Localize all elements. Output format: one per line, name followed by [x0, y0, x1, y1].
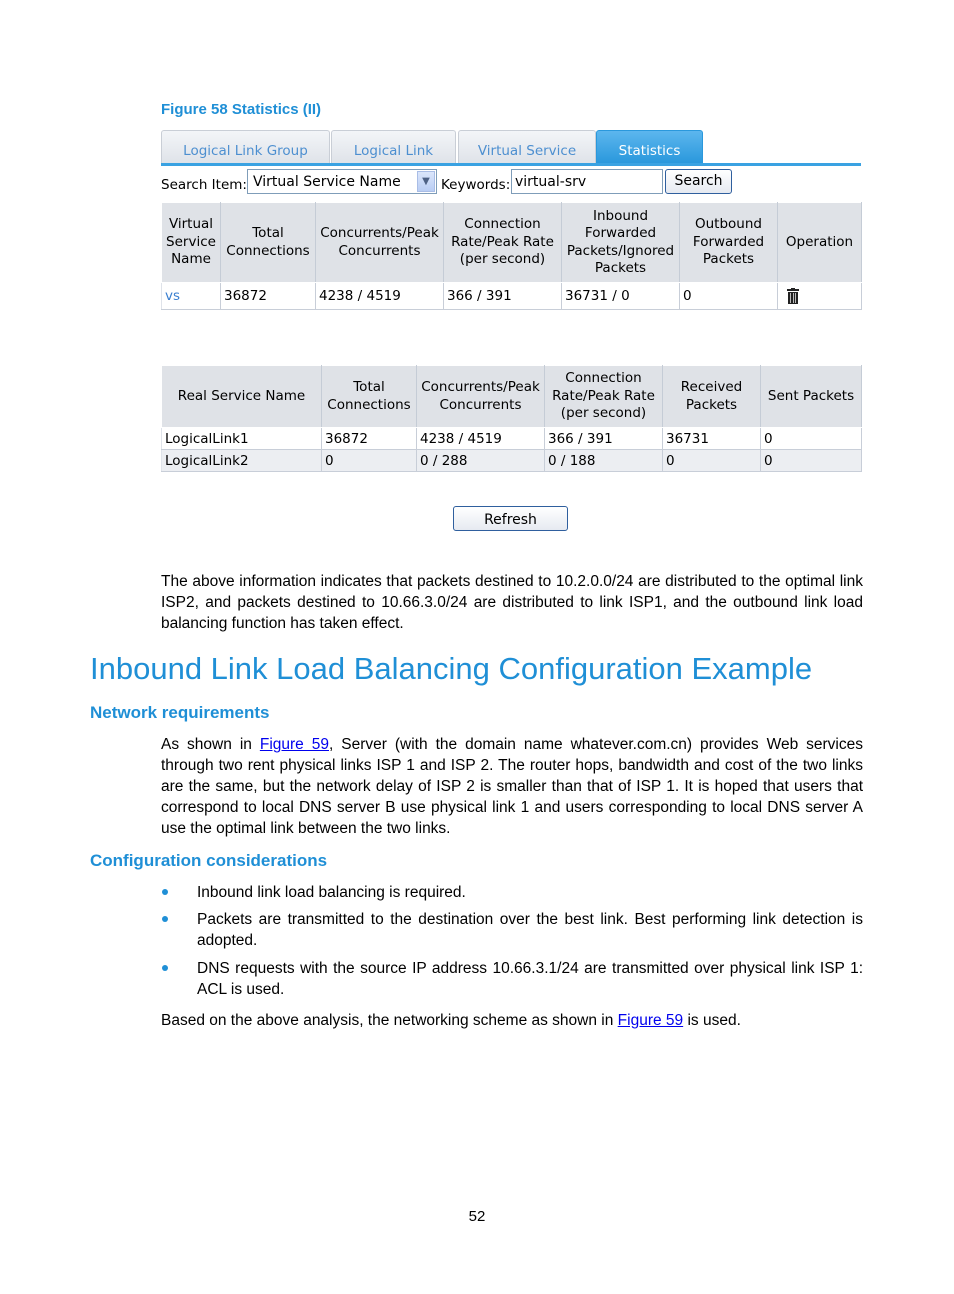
- search-item-value: Virtual Service Name: [253, 174, 401, 190]
- col-header: Concurrents/Peak Concurrents: [316, 203, 444, 283]
- cell: 366 / 391: [444, 283, 562, 310]
- table-row: [162, 283, 862, 310]
- keywords-input[interactable]: virtual-srv: [511, 169, 663, 194]
- col-header: Inbound Forwarded Packets/Ignored Packets: [562, 203, 680, 283]
- tab-virtual-service[interactable]: Virtual Service: [458, 130, 596, 163]
- figure-59-link[interactable]: Figure 59: [617, 1012, 684, 1029]
- cell: 36731: [663, 428, 761, 450]
- col-header: Sent Packets: [761, 366, 862, 428]
- tab-logical-link-group[interactable]: Logical Link Group: [161, 130, 330, 163]
- cell: 36731 / 0: [562, 283, 680, 310]
- bullet-icon: [162, 889, 168, 895]
- figure-caption: Figure 58 Statistics (II): [161, 101, 322, 118]
- search-button[interactable]: Search: [665, 169, 732, 194]
- section-heading: Inbound Link Load Balancing Configuration Example: [90, 651, 813, 686]
- cell: 36872: [322, 428, 417, 450]
- cell: 0: [663, 450, 761, 472]
- operation-cell: [778, 283, 862, 310]
- vs-name-link[interactable]: vs: [162, 283, 221, 310]
- col-header: Operation: [778, 203, 862, 283]
- bullet-icon: [162, 965, 168, 971]
- col-header: Connection Rate/Peak Rate (per second): [545, 366, 663, 428]
- table-row: [162, 450, 862, 472]
- cell: 36872: [221, 283, 316, 310]
- real-service-table: [161, 365, 862, 472]
- cell: LogicalLink2: [162, 450, 322, 472]
- search-item-select[interactable]: [247, 169, 437, 194]
- tab-statistics[interactable]: Statistics: [596, 130, 703, 163]
- cell: 4238 / 4519: [417, 428, 545, 450]
- chevron-down-icon[interactable]: ▼: [417, 171, 435, 192]
- cell: 0 / 188: [545, 450, 663, 472]
- figure-59-link[interactable]: Figure 59: [259, 736, 329, 753]
- trash-icon[interactable]: [787, 288, 797, 302]
- col-header: Total Connections: [221, 203, 316, 283]
- cell: 0 / 288: [417, 450, 545, 472]
- list-item: Packets are transmitted to the destination over the best link. Best performing link detection is adopted.: [197, 911, 863, 949]
- cell: 0: [761, 450, 862, 472]
- list-item: Inbound link load balancing is required.: [197, 884, 466, 901]
- cell: 0: [322, 450, 417, 472]
- search-item-label: Search Item:: [161, 177, 247, 193]
- col-header: Concurrents/Peak Concurrents: [417, 366, 545, 428]
- col-header: Connection Rate/Peak Rate (per second): [444, 203, 562, 283]
- configuration-considerations-heading: Configuration considerations: [90, 851, 328, 870]
- virtual-service-table: [161, 202, 862, 310]
- network-requirements-heading: Network requirements: [90, 703, 270, 722]
- col-header: Received Packets: [663, 366, 761, 428]
- cell: 0: [680, 283, 778, 310]
- cell: 0: [761, 428, 862, 450]
- table-header-row: [162, 203, 862, 283]
- tab-bar: [161, 130, 861, 166]
- paragraph-network-requirements: As shown in Figure 59, Server (with the domain name whatever.com.cn) provides Web services through two rent physical links ISP 1 and ISP 2. The router hops, bandwidth and cost of the two links are the same, but the network delay of ISP 2 is smaller than that of ISP 1. It is hoped that users that correspond to local DNS server B use physical link 1 and users corresponding to local DNS server A use the optimal link between the two links.: [161, 736, 863, 837]
- col-header: Outbound Forwarded Packets: [680, 203, 778, 283]
- cell: LogicalLink1: [162, 428, 322, 450]
- table-header-row: [162, 366, 862, 428]
- table-row: [162, 428, 862, 450]
- page-number: 52: [468, 1208, 486, 1225]
- col-header: Real Service Name: [162, 366, 322, 428]
- keywords-label: Keywords:: [441, 177, 511, 193]
- refresh-button[interactable]: Refresh: [453, 506, 568, 531]
- cell: 4238 / 4519: [316, 283, 444, 310]
- bullet-icon: [162, 916, 168, 922]
- paragraph-result: The above information indicates that packets destined to 10.2.0.0/24 are distributed to the optimal link ISP2, and packets destined to 10.66.3.0/24 are distributed to link ISP1, and the outbound link load balancing function has taken effect.: [161, 573, 863, 632]
- col-header: Virtual Service Name: [162, 203, 221, 283]
- paragraph-closing: Based on the above analysis, the networking scheme as shown in Figure 59 is used.: [161, 1012, 741, 1029]
- tab-underline: [161, 163, 861, 166]
- tab-logical-link[interactable]: Logical Link: [331, 130, 456, 163]
- list-item: DNS requests with the source IP address 10.66.3.1/24 are transmitted over physical link ISP 1: ACL is used.: [197, 960, 863, 998]
- cell: 366 / 391: [545, 428, 663, 450]
- col-header: Total Connections: [322, 366, 417, 428]
